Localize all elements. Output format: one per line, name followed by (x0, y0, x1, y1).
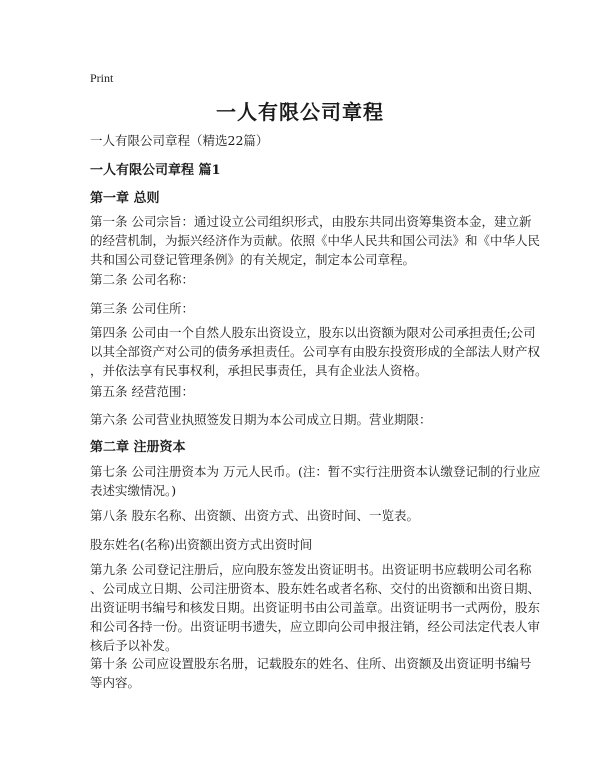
article-4-line: ，并依法享有民事权利，承担民事责任，具有企业法人资格。 (90, 363, 428, 378)
article-7-line: 第七条 公司注册资本为 万元人民币。(注：暂不实行注册资本认缴登记制的行业应 (90, 464, 541, 479)
article-1-line: 共和国公司登记管理条例》的有关规定，制定本公司章程。 (90, 252, 416, 267)
article-4 (90, 323, 541, 380)
article-1-line: 第一条 公司宗旨：通过设立公司组织形式，由股东共同出资筹集资本金，建立新 (90, 214, 532, 229)
article-9-line: 核后予以补发。 (90, 638, 178, 653)
article-7 (90, 462, 541, 500)
article-1-line: 的经营机制，为振兴经济作为贡献。依照《中华人民共和国公司法》和《中华人民 (90, 233, 541, 248)
article-4-line: 第四条 公司由一个自然人股东出资设立，股东以出资额为限对公司承担责任;公司 (90, 325, 536, 340)
article-4-line: 以其全部资产对公司的债务承担责任。公司享有由股东投资形成的全部法人财产权 (90, 344, 541, 359)
article-9-line: 出资证明书编号和核发日期。出资证明书由公司盖章。出资证明书一式两份，股东 (90, 600, 541, 615)
article-2: 第二条 公司名称： (90, 272, 194, 287)
article-1 (90, 212, 541, 269)
print-link[interactable]: Print (90, 71, 114, 85)
chapter-1-heading: 第一章 总则 (90, 191, 160, 206)
section-heading: 一人有限公司章程 篇1 (90, 163, 221, 178)
chapter-2-heading: 第二章 注册资本 (90, 440, 186, 455)
article-3: 第三条 公司住所： (90, 301, 194, 316)
article-9-line: 和公司各持一份。出资证明书遗失，应立即向公司申报注销，经公司法定代表人审 (90, 619, 541, 634)
article-7-line: 表述实缴情况。) (90, 483, 177, 498)
article-10 (90, 654, 532, 692)
article-10-line: 等内容。 (90, 675, 141, 690)
article-10-line: 第十条 公司应设置股东名册，记载股东的姓名、住所、出资额及出资证明书编号 (90, 656, 532, 671)
article-9 (90, 560, 541, 655)
document-title: 一人有限公司章程 (216, 100, 384, 124)
article-9-line: 、公司成立日期、公司注册资本、股东姓名或者名称、交付的出资额和出资日期、 (90, 581, 541, 596)
document-subtitle: 一人有限公司章程（精选22篇） (90, 133, 269, 148)
shareholder-table-header: 股东姓名(名称)出资额出资方式出资时间 (90, 537, 313, 552)
article-8: 第八条 股东名称、出资额、出资方式、出资时间、一览表。 (90, 508, 419, 523)
article-5: 第五条 经营范围： (90, 384, 194, 399)
article-9-line: 第九条 公司登记注册后，应向股东签发出资证明书。出资证明书应载明公司名称 (90, 562, 532, 577)
article-6: 第六条 公司营业执照签发日期为本公司成立日期。营业期限： (90, 412, 432, 427)
